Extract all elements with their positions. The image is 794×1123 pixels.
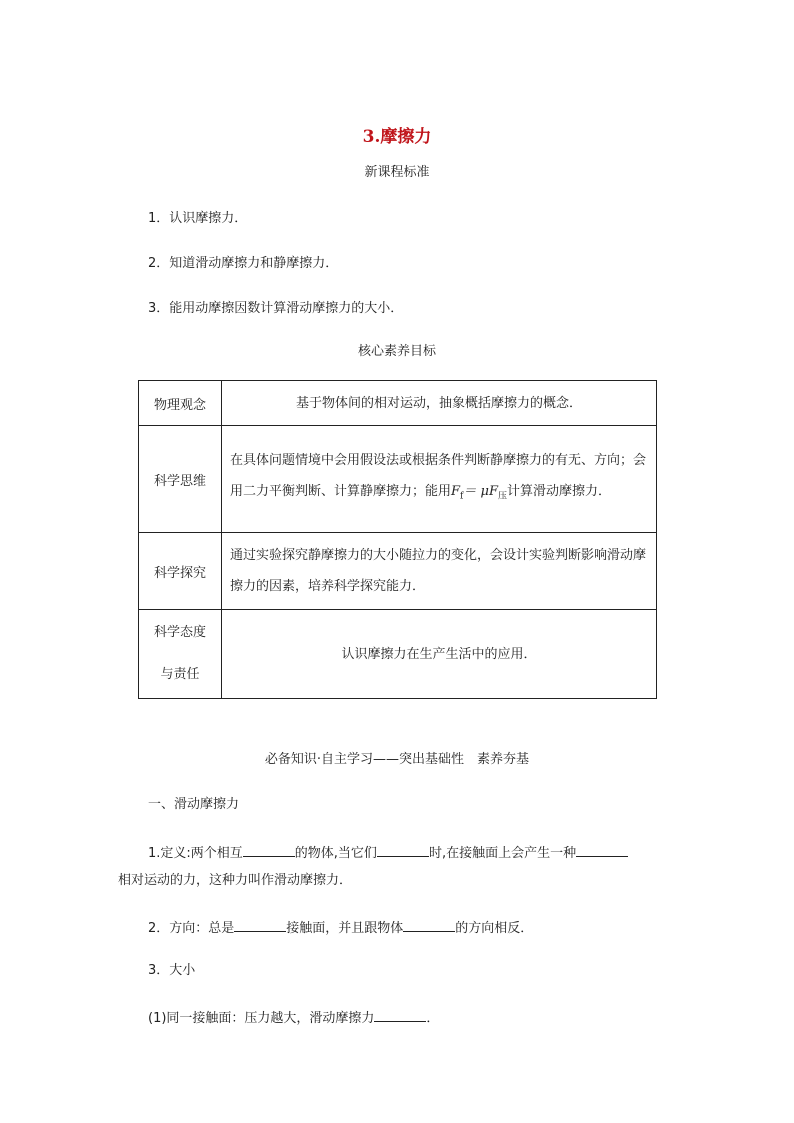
- row-key: 科学思维: [139, 426, 222, 533]
- friction-formula: $F_f= \mu F_压$: [451, 484, 508, 502]
- row-value-text: 在具体问题情境中会用假设法或根据条件判断静摩擦力的有无、方向；会用二力平衡判断、计算静摩擦力；能用: [230, 453, 647, 500]
- standard-item-2: 2．知道滑动摩擦力和静摩擦力．: [148, 256, 339, 271]
- row-key: 科学探究: [139, 533, 222, 610]
- direction-line: 2．方向：总是 接触面，并且跟物体 的方向相反．: [148, 917, 533, 938]
- definition-line-2: 相对运动的力，这种力叫作滑动摩擦力．: [118, 873, 353, 888]
- fill-blank[interactable]: [374, 1007, 426, 1022]
- page-title: 3.摩擦力: [362, 127, 432, 147]
- row-value: 基于物体间的相对运动，抽象概括摩擦力的概念．: [222, 381, 657, 426]
- core-literacy-table: [138, 380, 657, 699]
- row-value-text-end: 计算滑动摩擦力．: [507, 484, 612, 500]
- knowledge-heading: 必备知识·自主学习——突出基础性 素养夯基: [264, 752, 530, 767]
- section-heading: 一、滑动摩擦力: [148, 797, 240, 812]
- fill-blank[interactable]: [377, 842, 429, 857]
- table-row: [139, 426, 657, 533]
- standard-item-1: 1．认识摩擦力．: [148, 211, 248, 226]
- fill-blank[interactable]: [243, 842, 295, 857]
- fill-blank[interactable]: [403, 917, 455, 932]
- row-key: 物理观念: [139, 381, 222, 426]
- table-row: [139, 533, 657, 610]
- row-value: 认识摩擦力在生产生活中的应用．: [222, 610, 657, 699]
- row-value: [222, 426, 657, 533]
- table-row: [139, 610, 657, 699]
- size-heading: 3．大小: [148, 963, 196, 978]
- row-value: 通过实验探究静摩擦力的大小随拉力的变化，会设计实验判断影响滑动摩擦力的因素，培养科学探究能力．: [222, 533, 657, 610]
- fill-blank[interactable]: [576, 842, 628, 857]
- row-key: 科学态度 与责任: [139, 610, 222, 699]
- standard-item-3: 3．能用动摩擦因数计算滑动摩擦力的大小．: [148, 301, 404, 316]
- size-line-1: (1)同一接触面：压力越大，滑动摩擦力 ．: [148, 1007, 439, 1028]
- fill-blank[interactable]: [234, 917, 286, 932]
- standard-heading: 新课程标准: [364, 165, 430, 180]
- goals-heading: 核心素养目标: [357, 344, 436, 359]
- table-row: [139, 381, 657, 426]
- definition-line: 1.定义:两个相互 的物体,当它们 时,在接触面上会产生一种: [148, 842, 628, 863]
